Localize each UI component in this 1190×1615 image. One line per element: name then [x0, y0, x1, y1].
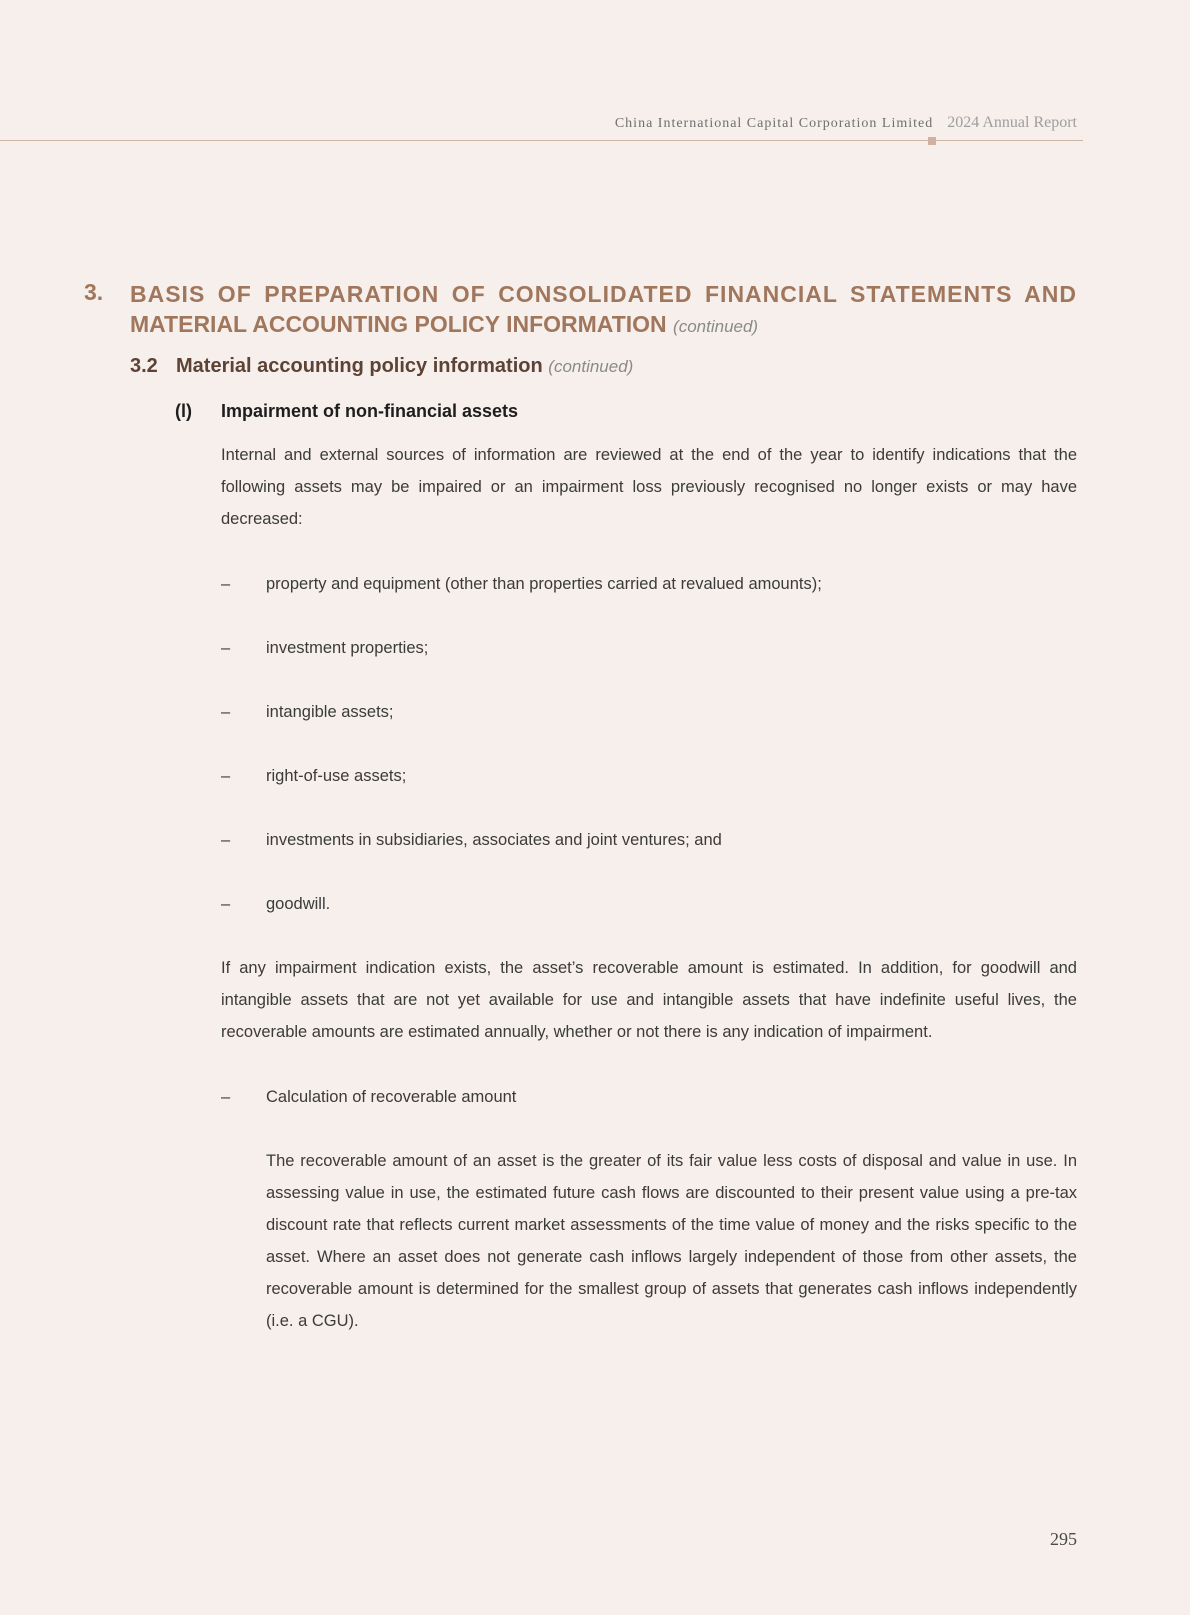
list-item: right-of-use assets; [266, 767, 407, 785]
intro-paragraph: Internal and external sources of information are reviewed at the end of the year to identify indications that the following assets may be impaired or an impairment loss previously recognised no longer exists or may have decreased: [221, 446, 1077, 528]
estimation-paragraph: If any impairment indication exists, the asset’s recoverable amount is estimated. In addition, for goodwill and intangible assets that are not yet available for use and intangible assets that have indefinite useful lives, the recoverable amounts are estimated annually, whether or not there is any indication of impairment. [221, 959, 1077, 1041]
subsection-number: 3.2 [130, 355, 158, 377]
bullet-dash: – [221, 767, 231, 785]
page-number: 295 [1050, 1529, 1077, 1549]
calculation-paragraph: The recoverable amount of an asset is the greater of its fair value less costs of disposal and value in use. In assessing value in use, the estimated future cash flows are discounted to their present value using a pre-tax discount rate that reflects current market assessments of the time value of money and the risks specific to the asset. Where an asset does not generate cash inflows largely independent of those from other assets, the recoverable amount is determined for the smallest group of assets that generates cash inflows independently (i.e. a CGU). [266, 1152, 1077, 1330]
subsection-continued: (continued) [548, 357, 634, 376]
list-item: intangible assets; [266, 703, 394, 721]
list-item: property and equipment (other than properties carried at revalued amounts); [266, 575, 822, 593]
section-title-line1: BASIS OF PREPARATION OF CONSOLIDATED FINANCIAL STATEMENTS AND [130, 281, 1077, 307]
header-report-title: 2024 Annual Report [947, 114, 1077, 131]
subsection-title-text: Material accounting policy information [176, 355, 543, 377]
bullet-dash: – [221, 1088, 231, 1106]
bullet-dash: – [221, 831, 231, 849]
section-continued: (continued) [673, 317, 759, 336]
bullet-dash: – [221, 703, 231, 721]
section-title-line2-text: MATERIAL ACCOUNTING POLICY INFORMATION [130, 311, 667, 337]
header-company: China International Capital Corporation Limited [614, 116, 934, 131]
item-number: (l) [175, 401, 192, 421]
section-title-line2 [130, 309, 758, 342]
section-number: 3. [84, 279, 104, 305]
bullet-dash: – [221, 895, 231, 913]
list-item: investment properties; [266, 639, 429, 657]
list-item: goodwill. [266, 895, 331, 913]
header-rule [0, 140, 1083, 141]
calculation-heading: Calculation of recoverable amount [266, 1088, 517, 1106]
list-item: investments in subsidiaries, associates and joint ventures; and [266, 831, 722, 849]
bullet-dash: – [221, 639, 231, 657]
subsection-title [176, 355, 633, 378]
item-title: Impairment of non-financial assets [221, 401, 519, 421]
bullet-dash: – [221, 575, 231, 593]
running-header [615, 114, 1077, 132]
header-marker [928, 137, 936, 145]
